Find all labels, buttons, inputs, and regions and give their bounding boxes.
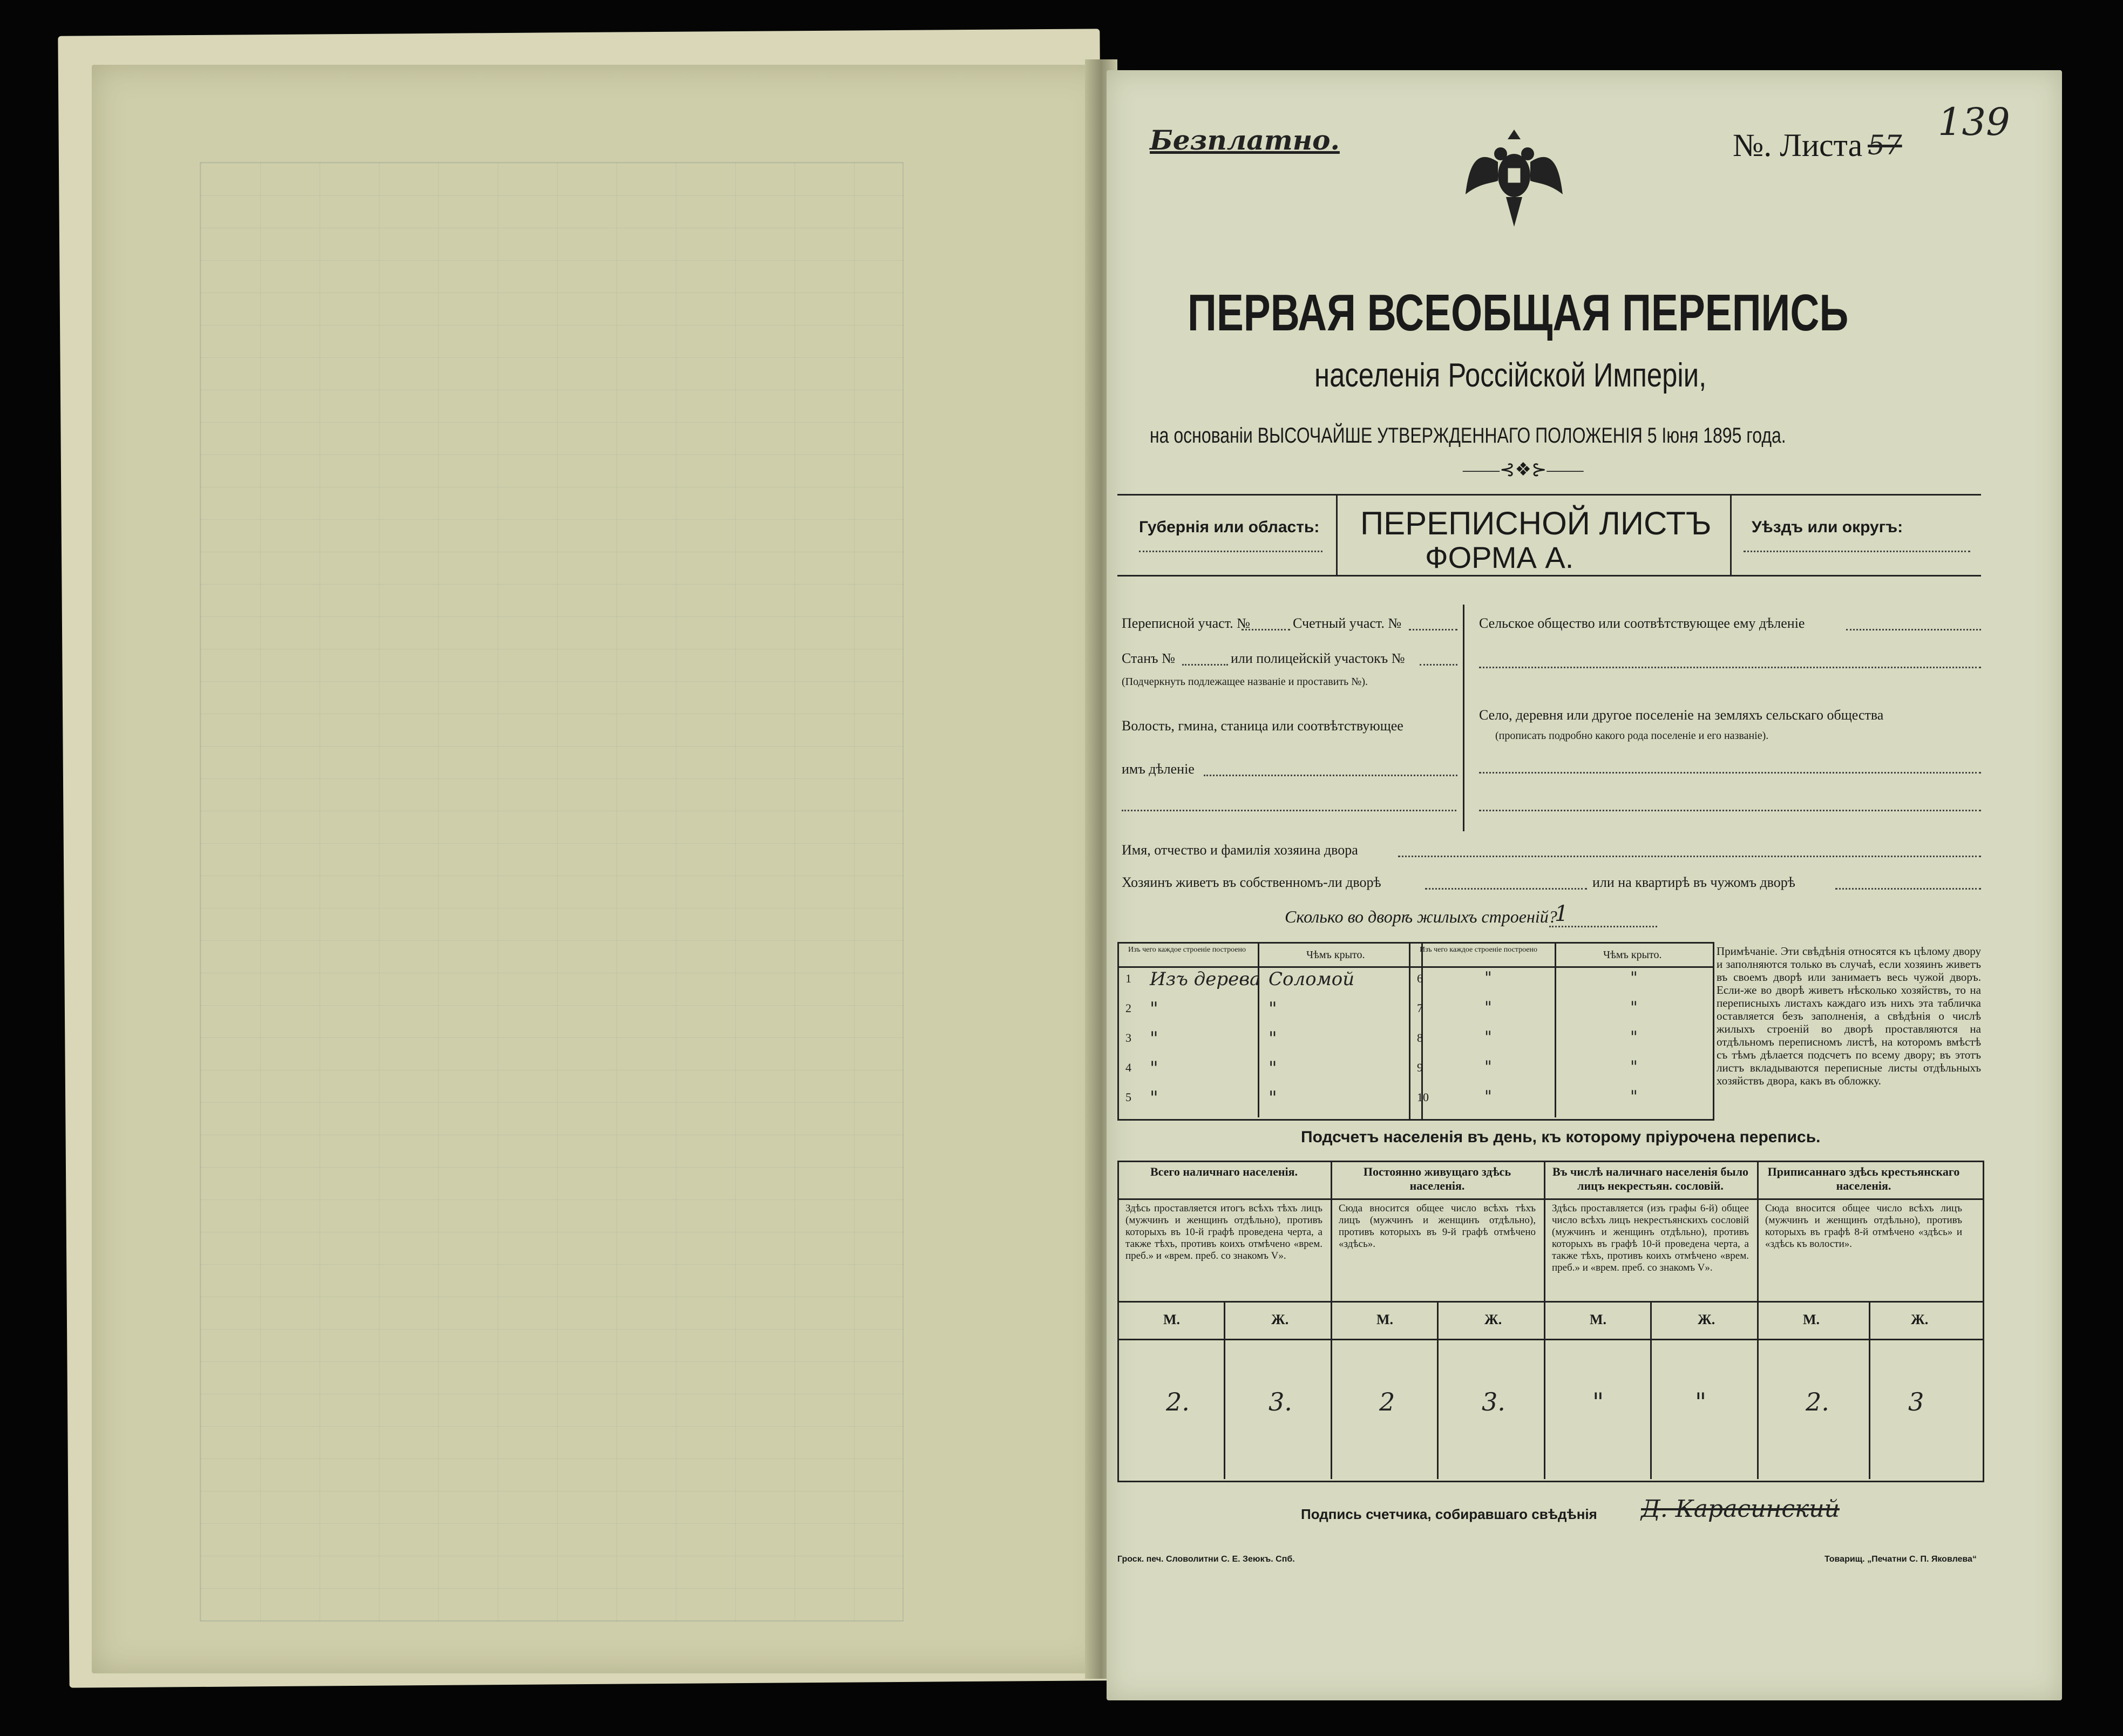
- owner-label: Имя, отчество и фамилія хозяина двора: [1122, 842, 1358, 858]
- sheet-title: ПЕРЕПИСНОЙ ЛИСТЪ: [1360, 505, 1712, 541]
- census-area-label: Переписной участ. №: [1122, 615, 1250, 631]
- footer-printer-right: Товарищ. „Печатни С. П. Яковлева“: [1824, 1555, 1977, 1564]
- building-row-roof: ": [1630, 1087, 1638, 1106]
- building-row-roof: ": [1630, 1057, 1638, 1076]
- buildings-table-right: [1409, 942, 1714, 1121]
- building-row-number: 2: [1125, 1001, 1131, 1015]
- buildings-note: Примѣчаніе. Эти свѣдѣнія относятся къ цѣлому двору и заполняются только въ случаѣ, если хозяинъ живетъ въ своемъ дворѣ или занимаетъ весь чужой дворъ. Если-же во дворѣ живетъ нѣсколько хозяйствъ, то на переписныхъ листахъ каждаго изъ нихъ эта табличка оставляется безъ заполненія, а свѣдѣнія о числѣ жилыхъ строеній во дворѣ проставляются на отдѣльномъ переписномъ листѣ, на которомъ вмѣстѣ съ тѣмъ дѣлается подсчетъ по всему двору; въ этотъ листъ вкладываются переписные листы отдѣльныхъ хозяйствъ двора, какъ въ обложку.: [1717, 945, 1981, 1087]
- building-row-number: 8: [1417, 1031, 1423, 1045]
- rule: [1463, 605, 1464, 831]
- uezd-label: Уѣздъ или округъ:: [1752, 518, 1903, 536]
- buildings-col-roof: Чѣмъ крыто.: [1306, 949, 1365, 961]
- building-row-number: 5: [1125, 1090, 1131, 1104]
- rural-society-label: Сельское общество или соотвѣтствующее ему дѣленіе: [1479, 615, 1805, 631]
- rural-society-field-2[interactable]: [1479, 667, 1981, 668]
- guberniya-label: Губернія или область:: [1139, 518, 1320, 536]
- building-row-roof: ": [1630, 998, 1638, 1017]
- building-row-material: ": [1150, 1057, 1158, 1079]
- buildings-question: Сколько во дворѣ жилыхъ строеній?: [1285, 907, 1557, 926]
- building-row-number: 7: [1417, 1001, 1423, 1015]
- rule: [1730, 494, 1732, 575]
- building-row-roof: ": [1630, 968, 1638, 987]
- buildings-col-material-2: Изъ чего каждое строеніе построено: [1420, 946, 1537, 954]
- building-row-material: ": [1484, 968, 1492, 987]
- building-row-number: 10: [1417, 1090, 1429, 1104]
- building-row-material: ": [1484, 1057, 1492, 1076]
- stan-field[interactable]: [1182, 664, 1228, 666]
- building-row-material: ": [1150, 1028, 1158, 1049]
- village-label: Село, деревня или другое поселеніе на земляхъ сельскаго общества: [1479, 707, 1884, 723]
- building-row-number: 3: [1125, 1031, 1131, 1045]
- volost-label: Волость, гмина, станица или соотвѣтствующее: [1122, 718, 1403, 734]
- building-row-material: ": [1150, 1087, 1158, 1109]
- rule: [1409, 966, 1713, 968]
- count-m-label: М.: [1376, 1312, 1394, 1327]
- rule: [1117, 1339, 1983, 1340]
- rule: [1757, 1161, 1759, 1479]
- count-zh-label: Ж.: [1698, 1312, 1715, 1327]
- sheet-number-value: 57: [1868, 130, 1902, 161]
- lives-own-field[interactable]: [1425, 888, 1587, 890]
- building-row-roof: ": [1269, 998, 1277, 1020]
- uezd-field[interactable]: [1744, 551, 1970, 552]
- census-area-field[interactable]: [1242, 629, 1290, 630]
- building-row-material: ": [1484, 1087, 1492, 1106]
- sheet-number-label: №. Листа: [1733, 127, 1863, 163]
- buildings-col-material: Изъ чего каждое строеніе построено: [1128, 946, 1246, 954]
- buildings-answer: 1: [1555, 901, 1569, 926]
- rule: [1117, 966, 1421, 968]
- village-field[interactable]: [1479, 772, 1981, 774]
- building-row-material: Изъ дерева: [1150, 968, 1261, 990]
- stan-label: Станъ №: [1122, 650, 1175, 666]
- building-row-number: 6: [1417, 972, 1423, 985]
- signature-value: Д. Карасинский: [1641, 1495, 1840, 1523]
- page-subtitle: населенія Россійской Имперіи,: [1314, 357, 1707, 394]
- footer-printer-left: Гроск. печ. Словолитни С. Е. Зеюкъ. Спб.: [1117, 1555, 1295, 1564]
- count-column-head: Всего наличнаго населенія.: [1150, 1165, 1298, 1178]
- police-note: (Подчеркнуть подлежащее названіе и проставить №).: [1122, 676, 1368, 688]
- village-note: (прописать подробно какого рода поселеніе и его названіе).: [1495, 730, 1769, 742]
- building-row-roof: Соломой: [1269, 968, 1355, 990]
- village-field-2[interactable]: [1479, 810, 1981, 811]
- rule: [1117, 575, 1981, 577]
- page-title: ПЕРВАЯ ВСЕОБЩАЯ ПЕРЕПИСЬ: [1188, 284, 1849, 342]
- rural-society-field[interactable]: [1846, 629, 1981, 630]
- count-title: Подсчетъ населенія въ день, къ которому пріурочена перепись.: [1301, 1128, 1821, 1146]
- lives-or-label: или на квартирѣ въ чужомъ дворѣ: [1592, 874, 1795, 890]
- count-zh-value: 3: [1908, 1387, 1924, 1416]
- owner-field[interactable]: [1398, 856, 1981, 857]
- building-row-material: ": [1150, 998, 1158, 1020]
- count-m-value: 2.: [1806, 1387, 1829, 1416]
- imperial-eagle-emblem: [1463, 124, 1565, 238]
- count-zh-label: Ж.: [1911, 1312, 1929, 1327]
- building-row-roof: ": [1269, 1057, 1277, 1079]
- count-column-head: Въ числѣ наличнаго населенія было лицъ некрестьян. сословій.: [1552, 1165, 1749, 1192]
- count-area-label: Счетный участ. №: [1293, 615, 1402, 631]
- count-column-desc: Сюда вносится общее число всѣхъ лицъ (мужчинъ и женщинъ отдѣльно), противъ которыхъ въ графѣ 8-й отмѣчено «здѣсь» и «здѣсь къ волости».: [1765, 1203, 1962, 1250]
- rule: [1117, 1301, 1983, 1303]
- buildings-field[interactable]: [1549, 926, 1657, 927]
- rule: [1555, 942, 1556, 1117]
- count-m-value: ": [1592, 1387, 1604, 1416]
- rule: [1117, 1198, 1983, 1200]
- legal-basis: на основаніи ВЫСОЧАЙШЕ УТВЕРЖДЕННАГО ПОЛОЖЕНІЯ 5 Іюня 1895 года.: [1150, 424, 1786, 447]
- police-label: или полицейскій участокъ №: [1231, 650, 1405, 666]
- volost-field-2[interactable]: [1122, 810, 1456, 811]
- building-row-roof: ": [1630, 1028, 1638, 1047]
- police-field[interactable]: [1420, 664, 1457, 666]
- rule: [1331, 1161, 1332, 1479]
- volost-field[interactable]: [1204, 775, 1457, 776]
- building-row-material: ": [1484, 1028, 1492, 1047]
- building-row-number: 9: [1417, 1061, 1423, 1074]
- count-m-label: М.: [1803, 1312, 1820, 1327]
- building-row-roof: ": [1269, 1087, 1277, 1109]
- count-column-desc: Здѣсь проставляется (изъ графы 6-й) общее число всѣхъ лицъ некрестьянскихъ сословій (мужчинъ и женщинъ отдѣльно), противъ которыхъ въ графѣ 10-й проведена черта, а также тѣхъ, противъ коихъ отмѣчено «врем. преб.» и «врем. преб. со знакомъ V».: [1552, 1203, 1749, 1273]
- building-row-number: 4: [1125, 1061, 1131, 1074]
- rule: [1650, 1301, 1652, 1479]
- count-m-value: 2.: [1166, 1387, 1190, 1416]
- count-zh-label: Ж.: [1271, 1312, 1289, 1327]
- form-name: ФОРМА А.: [1425, 540, 1574, 574]
- count-column-desc: Сюда вносится общее число всѣхъ тѣхъ лицъ (мужчинъ и женщинъ отдѣльно), противъ которыхъ въ 9-й графѣ отмѣчено «здѣсь».: [1339, 1203, 1536, 1250]
- count-zh-value: ": [1695, 1387, 1707, 1416]
- count-zh-value: 3.: [1269, 1387, 1292, 1416]
- guberniya-field[interactable]: [1139, 551, 1322, 552]
- count-zh-value: 3.: [1482, 1387, 1505, 1416]
- rule: [1117, 494, 1981, 496]
- volost-label-2: имъ дѣленіе: [1122, 761, 1195, 777]
- lives-label: Хозяинъ живетъ въ собственномъ-ли дворѣ: [1122, 874, 1381, 890]
- census-form-page: [1107, 70, 2062, 1700]
- rule: [1437, 1301, 1439, 1479]
- count-column-head: Постоянно живущаго здѣсь населенія.: [1363, 1165, 1511, 1192]
- rule: [1544, 1161, 1545, 1479]
- rule: [1869, 1301, 1870, 1479]
- count-m-label: М.: [1590, 1312, 1607, 1327]
- count-zh-label: Ж.: [1484, 1312, 1502, 1327]
- count-column-head: Приписаннаго здѣсь крестьянскаго населенія.: [1767, 1165, 1960, 1192]
- faded-table-bleedthrough: [200, 162, 904, 1622]
- building-row-material: ": [1484, 998, 1492, 1017]
- signature-label: Подпись счетчика, собиравшаго свѣдѣнія: [1301, 1506, 1597, 1522]
- ornament-divider: ——⊰❖⊱——: [1463, 460, 1584, 480]
- count-column-desc: Здѣсь проставляется итогъ всѣхъ тѣхъ лицъ (мужчинъ и женщинъ отдѣльно), противъ которыхъ въ 10-й графѣ проведена черта, а также тѣхъ, противъ коихъ отмѣчено «врем. преб.» и «врем. преб. со знакомъ V».: [1125, 1203, 1322, 1262]
- lives-other-field[interactable]: [1835, 888, 1981, 890]
- count-m-value: 2: [1379, 1387, 1395, 1416]
- free-stamp: Безплатно.: [1150, 124, 1340, 156]
- count-area-field[interactable]: [1409, 629, 1457, 630]
- sheet-number-handwritten: 139: [1938, 100, 2010, 144]
- buildings-col-roof-2: Чѣмъ крыто.: [1603, 949, 1662, 961]
- building-row-roof: ": [1269, 1028, 1277, 1049]
- rule: [1336, 494, 1338, 575]
- rule: [1224, 1301, 1225, 1479]
- building-row-number: 1: [1125, 972, 1131, 985]
- count-m-label: М.: [1163, 1312, 1181, 1327]
